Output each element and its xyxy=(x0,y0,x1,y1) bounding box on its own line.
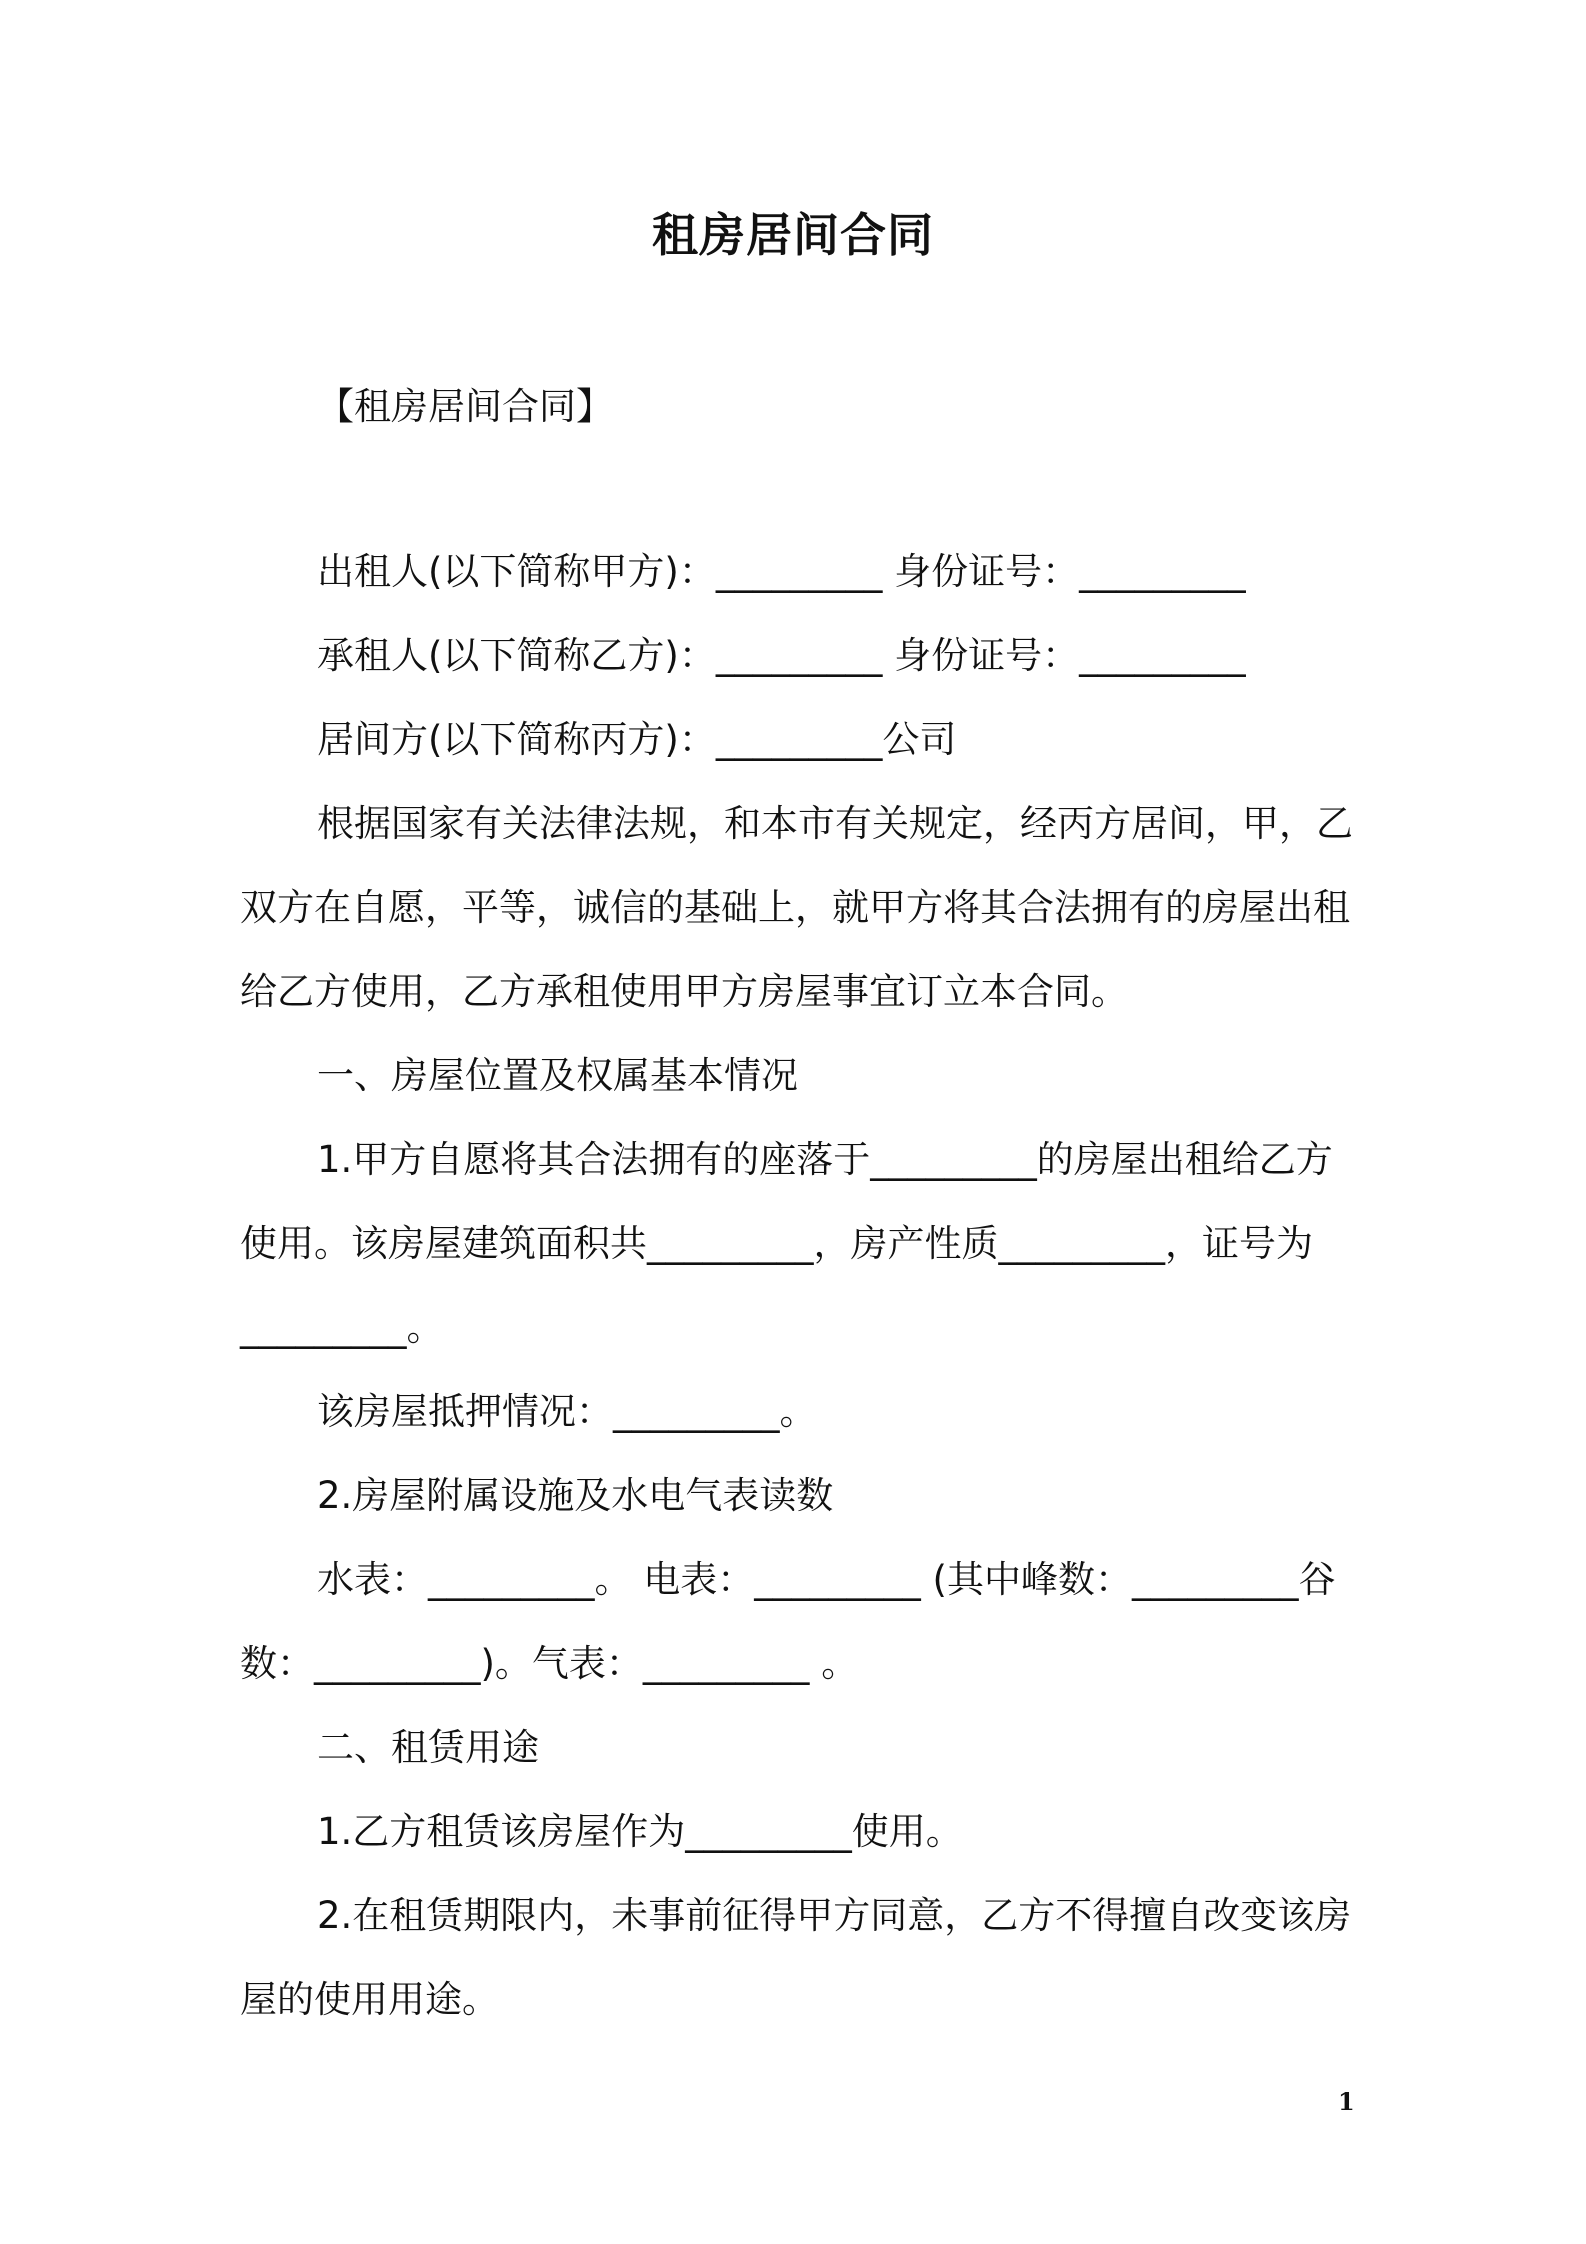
intro-paragraph-line-1: 根据国家有关法律法规，和本市有关规定，经丙方居间，甲，乙 xyxy=(317,802,1353,845)
lessee-line: 承租人(以下简称乙方)：_________ 身份证号：_________ xyxy=(317,634,1246,677)
meter-readings-line-1: 水表：_________。 电表：_________ (其中峰数：_________谷 xyxy=(317,1558,1336,1601)
clause-2-1: 1.乙方租赁该房屋作为_________使用。 xyxy=(317,1810,963,1853)
intro-paragraph-line-2: 双方在自愿，平等，诚信的基础上，就甲方将其合法拥有的房屋出租 xyxy=(240,886,1350,929)
meter-readings-line-2: 数：_________)。气表：_________ 。 xyxy=(240,1642,859,1685)
lessor-line: 出租人(以下简称甲方)：_________ 身份证号：_________ xyxy=(317,550,1246,593)
intro-paragraph-line-3: 给乙方使用，乙方承租使用甲方房屋事宜订立本合同。 xyxy=(240,970,1128,1013)
clause-1-1-line-2: 使用。该房屋建筑面积共_________，房产性质_________，证号为 xyxy=(240,1222,1313,1265)
document-title: 租房居间合同 xyxy=(652,208,934,262)
section-heading-2: 二、租赁用途 xyxy=(317,1726,539,1769)
clause-1-1-line-1: 1.甲方自愿将其合法拥有的座落于_________的房屋出租给乙方 xyxy=(317,1138,1333,1181)
clause-2-2-line-2: 屋的使用用途。 xyxy=(240,1978,499,2021)
clause-1-2-heading: 2.房屋附属设施及水电气表读数 xyxy=(317,1474,834,1517)
broker-line: 居间方(以下简称丙方)：_________公司 xyxy=(317,718,957,761)
page-number: 1 xyxy=(1338,2087,1355,2116)
clause-2-2-line-1: 2.在租赁期限内，未事前征得甲方同意，乙方不得擅自改变该房 xyxy=(317,1894,1352,1937)
clause-1-1-line-3: _________。 xyxy=(240,1306,444,1349)
document-subtitle: 【租房居间合同】 xyxy=(317,385,613,428)
mortgage-line: 该房屋抵押情况：_________。 xyxy=(317,1390,817,1433)
section-heading-1: 一、房屋位置及权属基本情况 xyxy=(317,1054,798,1097)
